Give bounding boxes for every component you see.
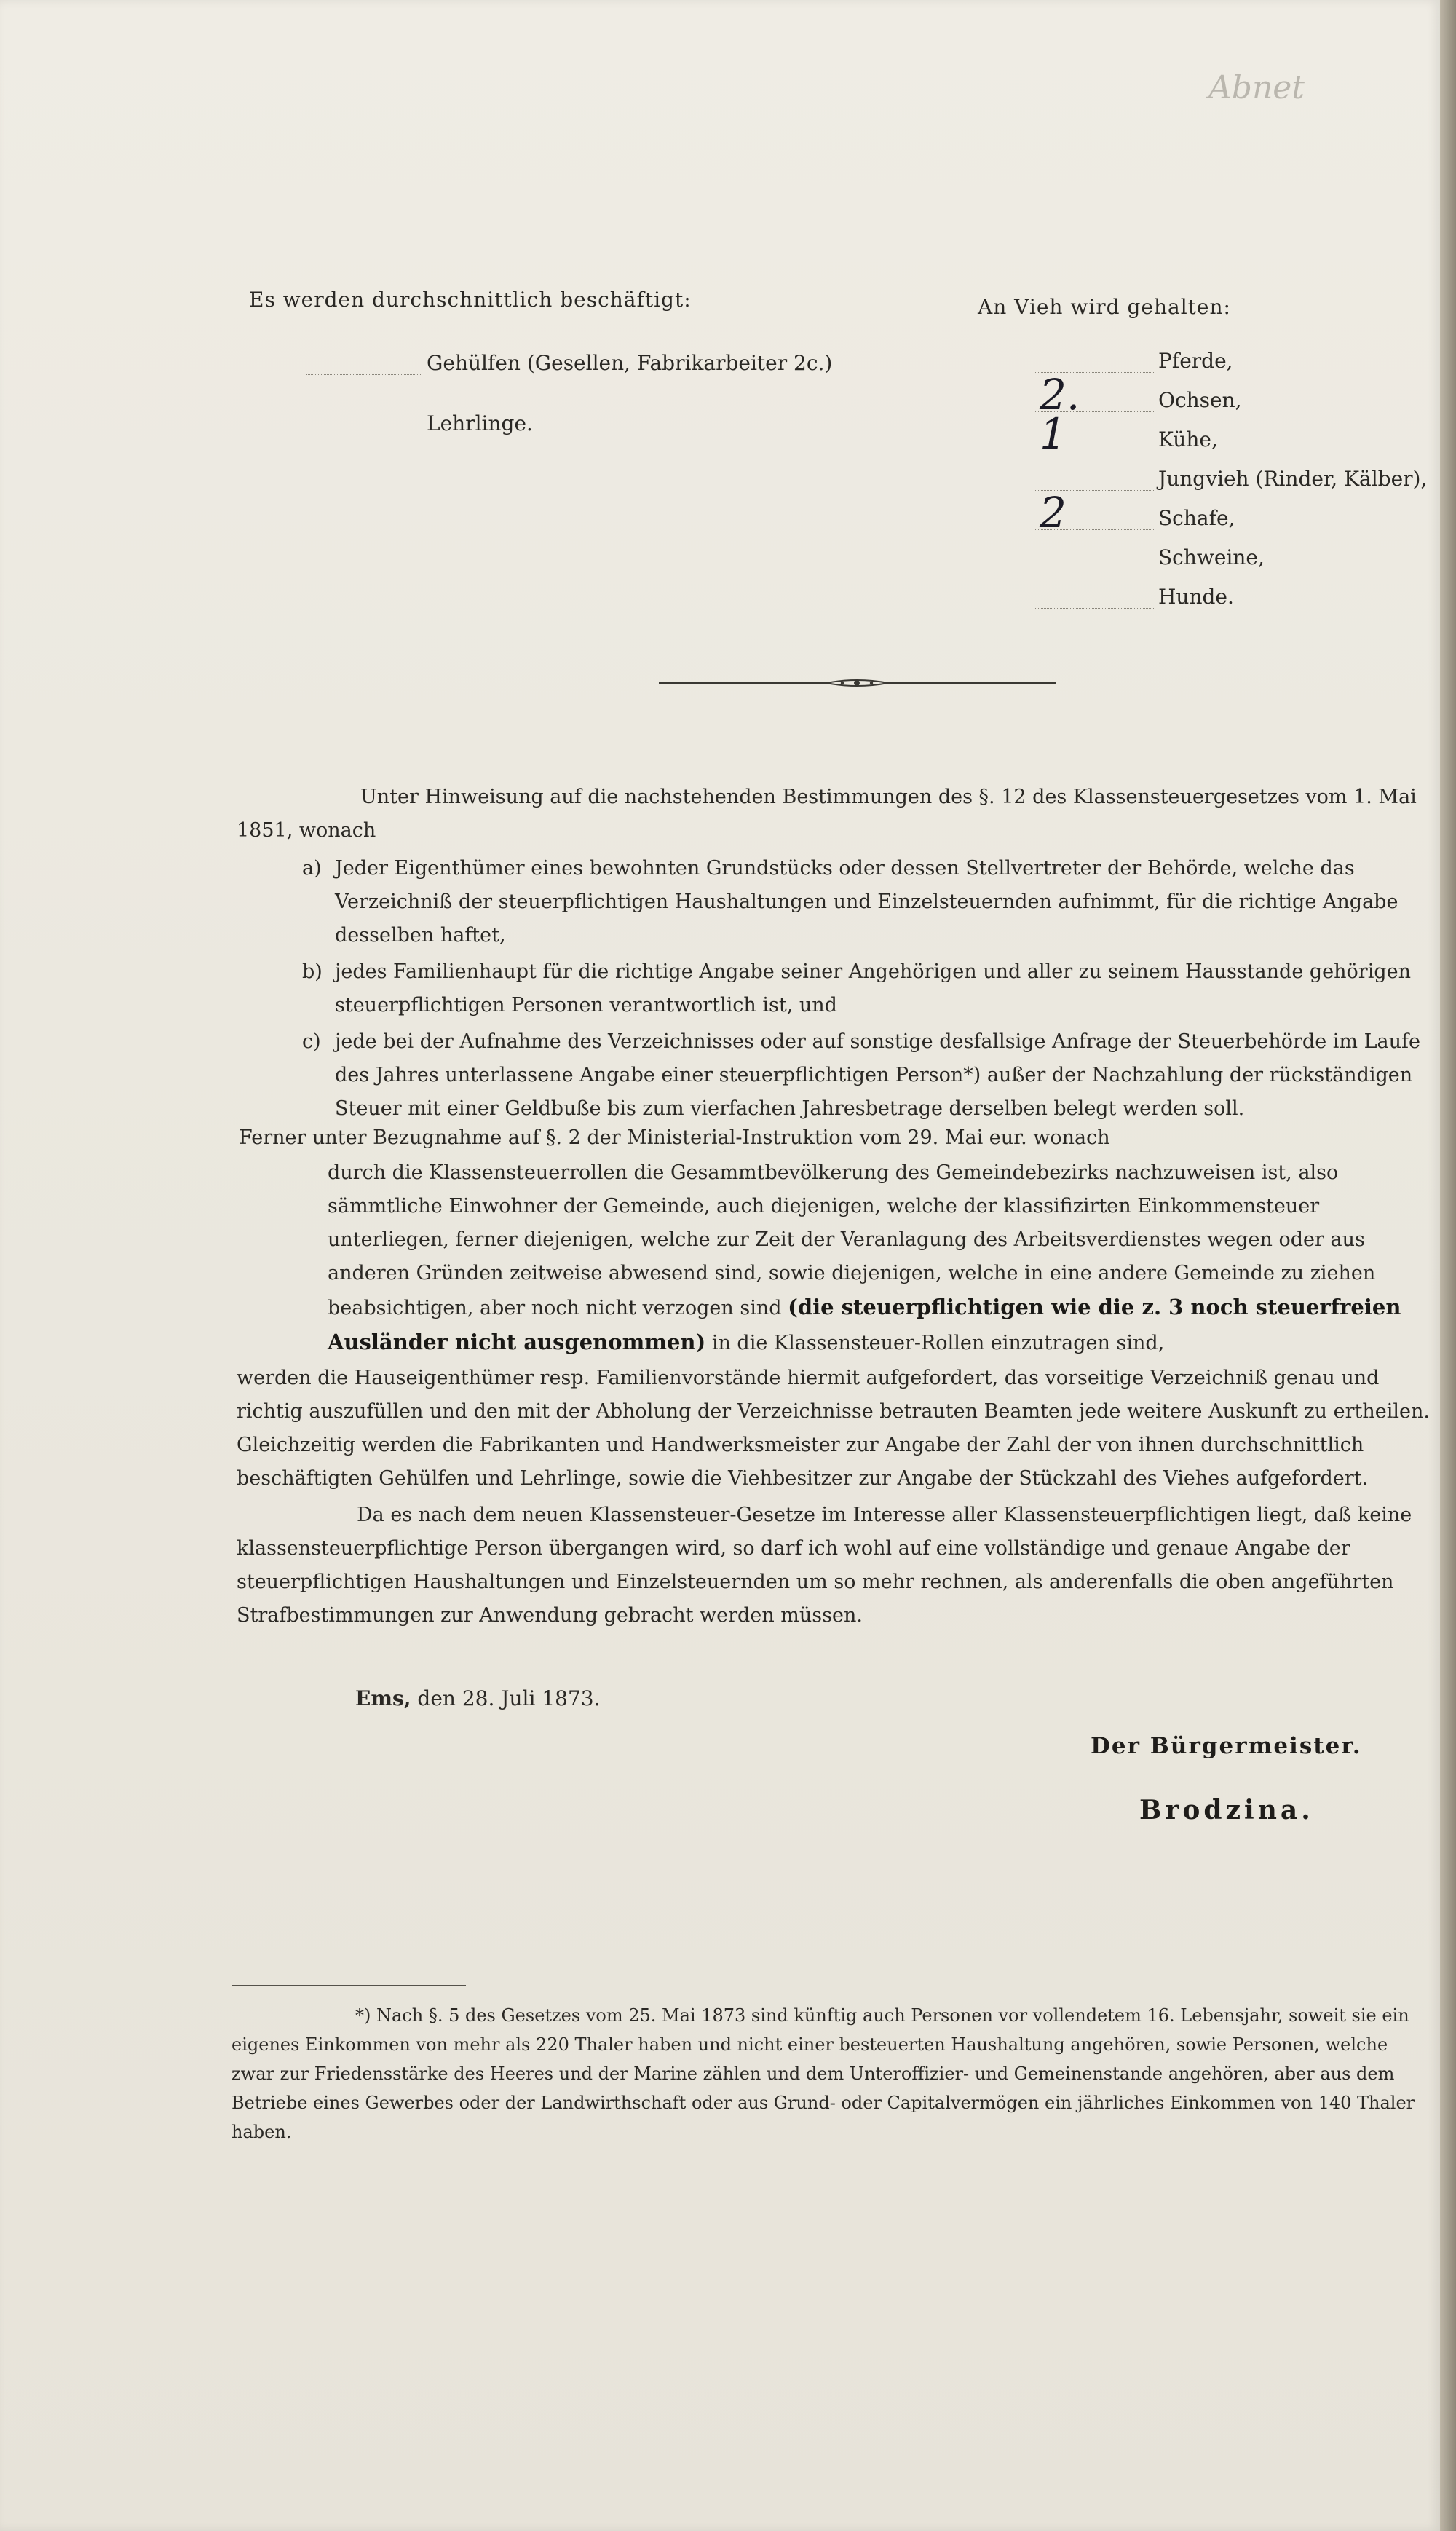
item-c-marker: c) — [302, 1030, 321, 1053]
main-paragraph: werden die Hauseigenthümer resp. Familienvorstände hiermit aufgefordert, das vorseitige Verzeichniß genau und richtig auszufüllen und den mit der Abholung der Verzeichnisse betrauten Beamten jede weitere Auskunft zu ertheilen. Gleichzeitig werden die Fabrikanten und Handwerksmeister zur Angabe der Zahl der von ihnen durchschnittlich beschäftigten Gehülfen und Lehrlinge, sowie die Viehbesitzer zur Angabe der Stückzahl des Viehes aufgefordert. — [237, 1367, 1430, 1490]
ferner-paragraph: Ferner unter Bezugnahme auf §. 2 der Ministerial-Instruktion vom 29. Mai eur. wonach — [239, 1126, 1110, 1149]
horses-blank — [1034, 347, 1154, 373]
quote-bold-text: (die steuerpflichtigen wie die z. 3 noch steuerfreien Ausländer nicht ausgenommen) — [328, 1295, 1401, 1354]
youngstock-blank — [1034, 465, 1154, 491]
quote-text: durch die Klassensteuerrollen die Gesammtbevölkerung des Gemeindebezirks nachzuweisen ist, also sämmtliche Einwohner der Gemeinde, auch diejenigen, welche der klassifizirten Einkommensteuer unterliegen, ferner diejenigen, welche zur Zeit der Veranlagung des Arbeitsverdienstes wegen oder aus anderen Gründen zeitweise abwesend sind, sowie diejenigen, welche in eine andere Gemeinde zu ziehen beabsichtigen, aber noch nicht verzogen sind — [328, 1161, 1376, 1319]
sheep-label: Schafe, — [1158, 506, 1235, 530]
youngstock-label: Jungvieh (Rinder, Kälber), — [1158, 467, 1428, 491]
right-heading: An Vieh wird gehalten: — [978, 295, 1231, 319]
legal-items — [302, 852, 1431, 1126]
item-b-marker: b) — [302, 960, 323, 983]
cows-blank — [1034, 409, 1154, 459]
cows-label: Kühe, — [1158, 427, 1218, 451]
dogs-blank — [1034, 583, 1154, 609]
item-c-text: jede bei der Aufnahme des Verzeichnisses oder auf sonstige desfallsige Anfrage der Steuerbehörde im Laufe des Jahres unterlassene Angabe einer steuerpflichtigen Person*) außer der Nachzahlung der rückständigen Steuer mit einer Geldbuße bis zum vierfachen Jahresbetrage derselben belegt werden soll. — [335, 1030, 1420, 1120]
horses-label: Pferde, — [1158, 349, 1233, 373]
left-row-helpers — [306, 350, 832, 375]
pigs-label: Schweine, — [1158, 545, 1265, 569]
livestock-row-dogs — [1034, 569, 1427, 609]
livestock-row-youngstock — [1034, 451, 1427, 491]
top-right-mark: Abnet — [1208, 69, 1305, 106]
footnote: *) Nach §. 5 des Gesetzes vom 25. Mai 1873 sind künftig auch Personen vor vollendetem 16. Lebensjahr, soweit sie ein eigenes Einkommen von mehr als 220 Thaler haben und nicht einer besteuerten Haushaltung angehören, sowie Personen, welche zwar zur Friedensstärke des Heeres und der Marine zählen und dem Unteroffizier- und Gemeinenstande angehören, aber aus dem Betriebe eines Gewerbes oder der Landwirthschaft oder aus Grund- oder Capitalvermögen ein jährliches Einkommen von 140 Thaler haben. — [232, 2005, 1415, 2142]
legal-item-b — [302, 955, 1431, 1022]
legal-item-c — [302, 1025, 1431, 1126]
livestock-row-oxen — [1034, 370, 1427, 419]
livestock-row-pigs — [1034, 530, 1427, 569]
second-paragraph: Da es nach dem neuen Klassensteuer-Gesetze im Interesse aller Klassensteuerpflichtigen liegt, daß keine klassensteuerpflichtige Person übergangen wird, so darf ich wohl auf eine vollständige und genaue Angabe der steuerpflichtigen Haushaltungen und Einzelsteuernden um so mehr rechnen, als anderenfalls die oben angeführten Strafbestimmungen zur Anwendung gebracht werden müssen. — [237, 1504, 1412, 1627]
footnote-rule — [232, 1985, 466, 1986]
livestock-row-cows — [1034, 409, 1427, 459]
livestock-row-sheep — [1034, 488, 1427, 537]
place-date-line — [355, 1686, 600, 1710]
signature-title: Der Bürgermeister. — [1091, 1733, 1362, 1759]
helpers-blank — [306, 350, 422, 375]
place: Ems, — [355, 1686, 411, 1710]
apprentices-label: Lehrlinge. — [427, 411, 533, 435]
livestock-list — [1034, 333, 1427, 609]
signature-name: Brodzina. — [1139, 1795, 1314, 1825]
legal-item-a — [302, 852, 1431, 952]
apprentices-blank — [306, 410, 422, 435]
pigs-blank — [1034, 544, 1154, 569]
left-heading: Es werden durchschnittlich beschäftigt: — [249, 288, 692, 312]
quote-text-end: in die Klassensteuer-Rollen einzutragen sind, — [711, 1332, 1165, 1354]
oxen-value: 2. — [1040, 370, 1080, 419]
oxen-label: Ochsen, — [1158, 388, 1242, 412]
instruction-quote — [328, 1156, 1431, 1360]
item-a-text: Jeder Eigenthümer eines bewohnten Grundstücks oder dessen Stellvertreter der Behörde, welche das Verzeichniß der steuerpflichtigen Haushaltungen und Einzelsteuernden aufnimmt, für die richtige Angabe desselben haftet, — [335, 857, 1398, 947]
date: den 28. Juli 1873. — [417, 1686, 601, 1710]
page-edge — [1440, 0, 1456, 2531]
sheep-value: 2 — [1040, 488, 1067, 537]
ornamental-divider — [659, 676, 1056, 690]
intro-paragraph: Unter Hinweisung auf die nachstehenden Bestimmungen des §. 12 des Klassensteuergesetzes vom 1. Mai 1851, wonach — [237, 786, 1417, 842]
livestock-row-horses — [1034, 333, 1427, 373]
oxen-blank — [1034, 370, 1154, 419]
cows-value: 1 — [1040, 409, 1067, 459]
item-b-text: jedes Familienhaupt für die richtige Angabe seiner Angehörigen und aller zu seinem Hausstande gehörigen steuerpflichtigen Personen verantwortlich ist, und — [335, 960, 1411, 1016]
dogs-label: Hunde. — [1158, 585, 1234, 609]
left-row-apprentices — [306, 410, 533, 435]
item-a-marker: a) — [302, 857, 322, 880]
helpers-label: Gehülfen (Gesellen, Fabrikarbeiter 2c.) — [427, 351, 833, 375]
sheep-blank — [1034, 488, 1154, 537]
